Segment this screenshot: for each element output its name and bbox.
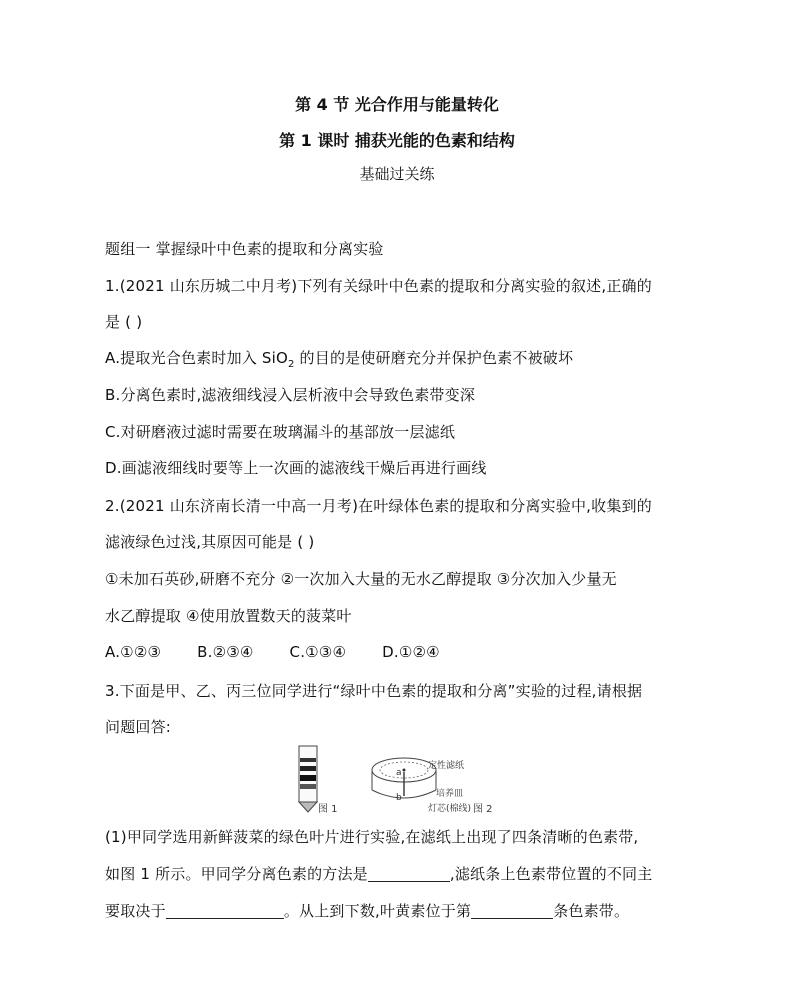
answer-blank-factor[interactable] [166, 902, 284, 919]
q1-option-b: B.分离色素时,滤液细线浸入层析液中会导致色素带变深 [105, 386, 476, 404]
section-title: 第 4 节 光合作用与能量转化 [295, 95, 499, 114]
exercise-subtitle: 基础过关练 [359, 165, 435, 183]
q2-stem-line1: 2.(2021 山东济南长清一中高一月考)在叶绿体色素的提取和分离实验中,收集到的 [105, 497, 652, 515]
figure-2-label: 图 2 [473, 804, 493, 815]
q1-option-a [105, 347, 573, 370]
q3-stem-line2: 问题回答: [105, 718, 172, 736]
q3-part1-line2 [105, 863, 652, 884]
figure-2-label-b: b [396, 793, 402, 803]
q3-stem-line1: 3.下面是甲、乙、丙三位同学进行“绿叶中色素的提取和分离”实验的过程,请根据 [105, 682, 643, 700]
q1-option-d: D.画滤液细线时要等上一次画的滤液线干燥后再进行画线 [105, 459, 487, 477]
figure-2-label-filter: 定性滤纸 [428, 761, 465, 771]
q3-part1-line3 [105, 900, 629, 921]
figure-1-label: 图 1 [318, 804, 338, 815]
q1-stem-line2: 是 ( ) [105, 313, 143, 331]
q2-stem-line2: 滤液绿色过浅,其原因可能是 ( ) [105, 533, 315, 551]
q2-items-line1: ①未加石英砂,研磨不充分 ②一次加入大量的无水乙醇提取 ③分次加入少量无 [105, 570, 617, 588]
q3-part1-line3-b: 。从上到下数,叶黄素位于第 [283, 902, 472, 920]
q3-part1-line2-b: ,滤纸条上色素带位置的不同主 [449, 865, 653, 883]
q3-part1-line3-a: 要取决于 [105, 902, 166, 920]
q2-option-c: C.①③④ [289, 643, 347, 661]
answer-blank-method[interactable] [368, 865, 450, 882]
figure-1-strip [296, 744, 320, 814]
lesson-title: 第 1 课时 捕获光能的色素和结构 [279, 131, 515, 150]
q2-option-d: D.①②④ [382, 643, 440, 661]
q1-option-a-sub: 2 [288, 359, 295, 370]
figure-2-label-a: a [396, 768, 402, 778]
q2-option-b: B.②③④ [197, 643, 254, 661]
q2-option-a: A.①②③ [105, 643, 162, 661]
q2-items-line2: 水乙醇提取 ④使用放置数天的菠菜叶 [105, 607, 352, 625]
group-heading: 题组一 掌握绿叶中色素的提取和分离实验 [105, 240, 384, 258]
q1-option-a-pre: A.提取光合色素时加入 SiO [105, 349, 289, 367]
q3-part1-line3-c: 条色素带。 [553, 902, 630, 920]
q1-option-a-post: 的目的是使研磨充分并保护色素不被破坏 [294, 349, 574, 367]
figure-2-label-wick: 灯芯(棉线) [428, 804, 472, 814]
q2-options [105, 643, 476, 661]
q3-part1-line1: (1)甲同学选用新鲜菠菜的绿色叶片进行实验,在滤纸上出现了四条清晰的色素带, [105, 828, 639, 846]
figure-2-label-dish: 培养皿 [436, 789, 464, 799]
q1-stem-line1: 1.(2021 山东历城二中月考)下列有关绿叶中色素的提取和分离实验的叙述,正确的 [105, 277, 652, 295]
q1-option-c: C.对研磨液过滤时需要在玻璃漏斗的基部放一层滤纸 [105, 423, 456, 441]
answer-blank-band[interactable] [471, 902, 553, 919]
q3-part1-line2-a: 如图 1 所示。甲同学分离色素的方法是 [105, 865, 368, 883]
